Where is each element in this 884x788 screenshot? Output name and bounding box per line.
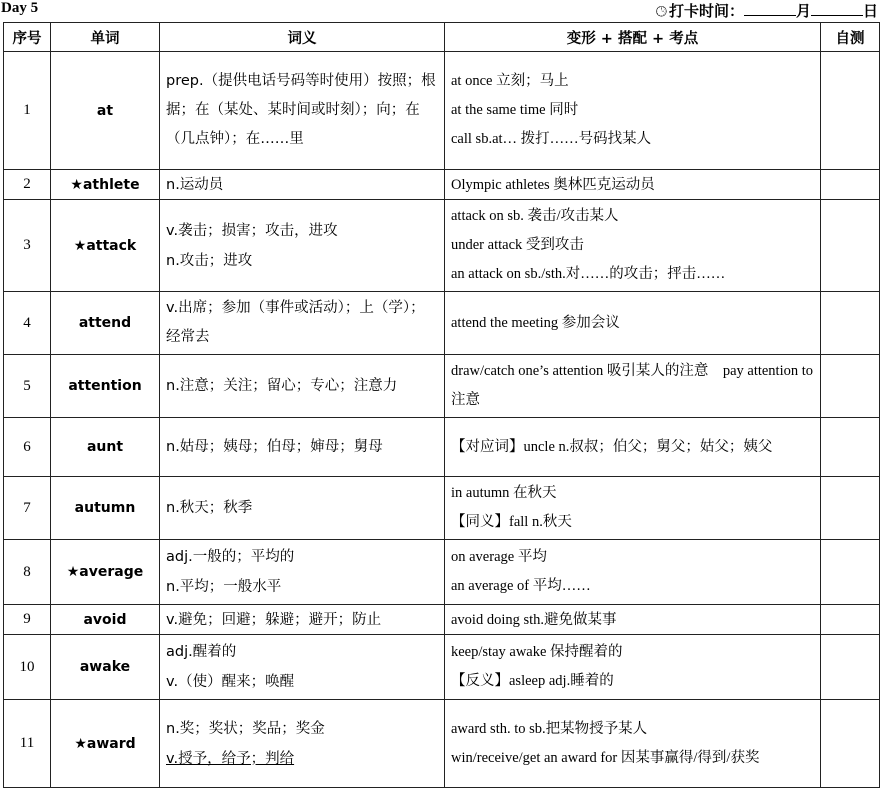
row-notes (445, 418, 821, 477)
row-word: attention (51, 355, 160, 418)
table-row (4, 200, 880, 292)
checkin-label: 打卡时间： (668, 2, 744, 20)
row-index: 4 (4, 292, 51, 355)
day-title: Day 5 (1, 0, 39, 16)
row-meaning (160, 52, 445, 170)
col-header-index: 序号 (4, 23, 51, 52)
row-index: 8 (4, 540, 51, 605)
meaning-line: n.秋天；秋季 (166, 500, 253, 516)
note-line: an average of 平均…… (451, 578, 591, 594)
row-meaning (160, 700, 445, 788)
meaning-line: v.（使）醒来；唤醒 (166, 674, 295, 690)
table-row (4, 635, 880, 700)
note-line: on average 平均 (451, 549, 547, 565)
selftest-cell[interactable] (821, 52, 880, 170)
row-meaning (160, 355, 445, 418)
selftest-cell[interactable] (821, 292, 880, 355)
row-word: attend (51, 292, 160, 355)
note-line: under attack 受到攻击 (451, 237, 584, 253)
note-line: call sb.at… 拨打……号码找某人 (451, 131, 652, 147)
meaning-line: n.姑母；姨母；伯母；婶母；舅母 (166, 439, 383, 455)
selftest-cell[interactable] (821, 477, 880, 540)
col-header-meaning: 词义 (160, 23, 445, 52)
meaning-line: v.避免；回避；躲避；避开；防止 (166, 611, 382, 628)
row-index: 11 (4, 700, 51, 788)
table-row (4, 292, 880, 355)
row-word: autumn (51, 477, 160, 540)
row-meaning (160, 292, 445, 355)
col-header-word: 单词 (51, 23, 160, 52)
clock-icon: 🕒︎ (655, 4, 667, 20)
row-index: 2 (4, 170, 51, 200)
note-line: attend the meeting 参加会议 (451, 314, 620, 331)
selftest-cell[interactable] (821, 540, 880, 605)
row-index: 10 (4, 635, 51, 700)
row-index: 9 (4, 605, 51, 635)
row-index: 6 (4, 418, 51, 477)
meaning-line: n.平均；一般水平 (166, 579, 282, 595)
row-meaning (160, 540, 445, 605)
note-line: 【同义】fall n.秋天 (451, 514, 572, 530)
row-meaning (160, 635, 445, 700)
selftest-cell[interactable] (821, 200, 880, 292)
table-row (4, 477, 880, 540)
row-meaning (160, 200, 445, 292)
row-notes (445, 477, 821, 540)
table-header-row (4, 23, 880, 52)
row-index: 5 (4, 355, 51, 418)
row-word: ★attack (51, 200, 160, 292)
row-word: ★award (51, 700, 160, 788)
row-word: ★average (51, 540, 160, 605)
selftest-cell[interactable] (821, 418, 880, 477)
note-line: an attack on sb./sth.对……的攻击；抨击…… (451, 266, 726, 282)
selftest-cell[interactable] (821, 170, 880, 200)
row-notes (445, 170, 821, 200)
note-line: draw/catch one’s attention 吸引某人的注意 pay attention to 注意 (451, 363, 814, 408)
row-index: 7 (4, 477, 51, 540)
meaning-line: n.攻击；进攻 (166, 252, 253, 269)
selftest-cell[interactable] (821, 635, 880, 700)
selftest-cell[interactable] (821, 355, 880, 418)
vocabulary-table (3, 22, 880, 788)
note-line: 【反义】asleep adj.睡着的 (451, 673, 614, 689)
note-line: in autumn 在秋天 (451, 485, 557, 501)
row-meaning (160, 170, 445, 200)
table-row (4, 170, 880, 200)
row-notes (445, 52, 821, 170)
row-notes (445, 605, 821, 635)
meaning-line: n.注意；关注；留心；专心；注意力 (166, 377, 398, 394)
meaning-line: n.运动员 (166, 176, 224, 193)
note-line: Olympic athletes 奥林匹克运动员 (451, 176, 655, 193)
row-word: awake (51, 635, 160, 700)
day-blank[interactable] (811, 3, 863, 16)
table-row (4, 52, 880, 170)
row-notes (445, 700, 821, 788)
row-meaning (160, 418, 445, 477)
meaning-line: v.袭击；损害；攻击，进攻 (166, 222, 338, 239)
page-header (0, 0, 884, 22)
meaning-line: prep.（提供电话号码等时使用）按照；根据；在（某处、某时间或时刻）；向；在（几点钟）；在……里 (166, 73, 436, 147)
month-blank[interactable] (744, 3, 796, 16)
note-line: 【对应词】uncle n.叔叔；伯父；舅父；姑父；姨父 (451, 438, 773, 455)
day-label: 日 (862, 2, 878, 20)
row-word: at (51, 52, 160, 170)
row-notes (445, 355, 821, 418)
row-word: ★athlete (51, 170, 160, 200)
note-line: award sth. to sb.把某物授予某人 (451, 720, 648, 737)
meaning-line: adj.一般的；平均的 (166, 549, 295, 565)
table-row (4, 540, 880, 605)
meaning-line: v.出席；参加（事件或活动）；上（学）；经常去 (166, 300, 425, 345)
row-word: avoid (51, 605, 160, 635)
row-notes (445, 540, 821, 605)
col-header-selftest: 自测 (821, 23, 880, 52)
selftest-cell[interactable] (821, 605, 880, 635)
table-row (4, 605, 880, 635)
meaning-line: adj.醒着的 (166, 644, 237, 660)
col-header-notes: 变形 + 搭配 + 考点 (445, 23, 821, 52)
row-notes (445, 200, 821, 292)
checkin-time (656, 0, 878, 21)
note-line: avoid doing sth.避免做某事 (451, 611, 617, 628)
table-row (4, 418, 880, 477)
selftest-cell[interactable] (821, 700, 880, 788)
table-row (4, 355, 880, 418)
row-meaning (160, 477, 445, 540)
row-notes (445, 292, 821, 355)
note-line: attack on sb. 袭击/攻击某人 (451, 208, 619, 224)
month-label: 月 (795, 2, 811, 20)
row-meaning (160, 605, 445, 635)
meaning-line: n.奖；奖状；奖品；奖金 (166, 720, 325, 737)
note-line: keep/stay awake 保持醒着的 (451, 644, 623, 660)
row-word: aunt (51, 418, 160, 477)
note-line: win/receive/get an award for 因某事赢得/得到/获奖 (451, 749, 760, 766)
meaning-line: v.授予，给予；判给 (166, 750, 295, 767)
row-notes (445, 635, 821, 700)
table-row (4, 700, 880, 788)
row-index: 1 (4, 52, 51, 170)
row-index: 3 (4, 200, 51, 292)
note-line: at once 立刻；马上 (451, 73, 569, 89)
note-line: at the same time 同时 (451, 102, 579, 118)
